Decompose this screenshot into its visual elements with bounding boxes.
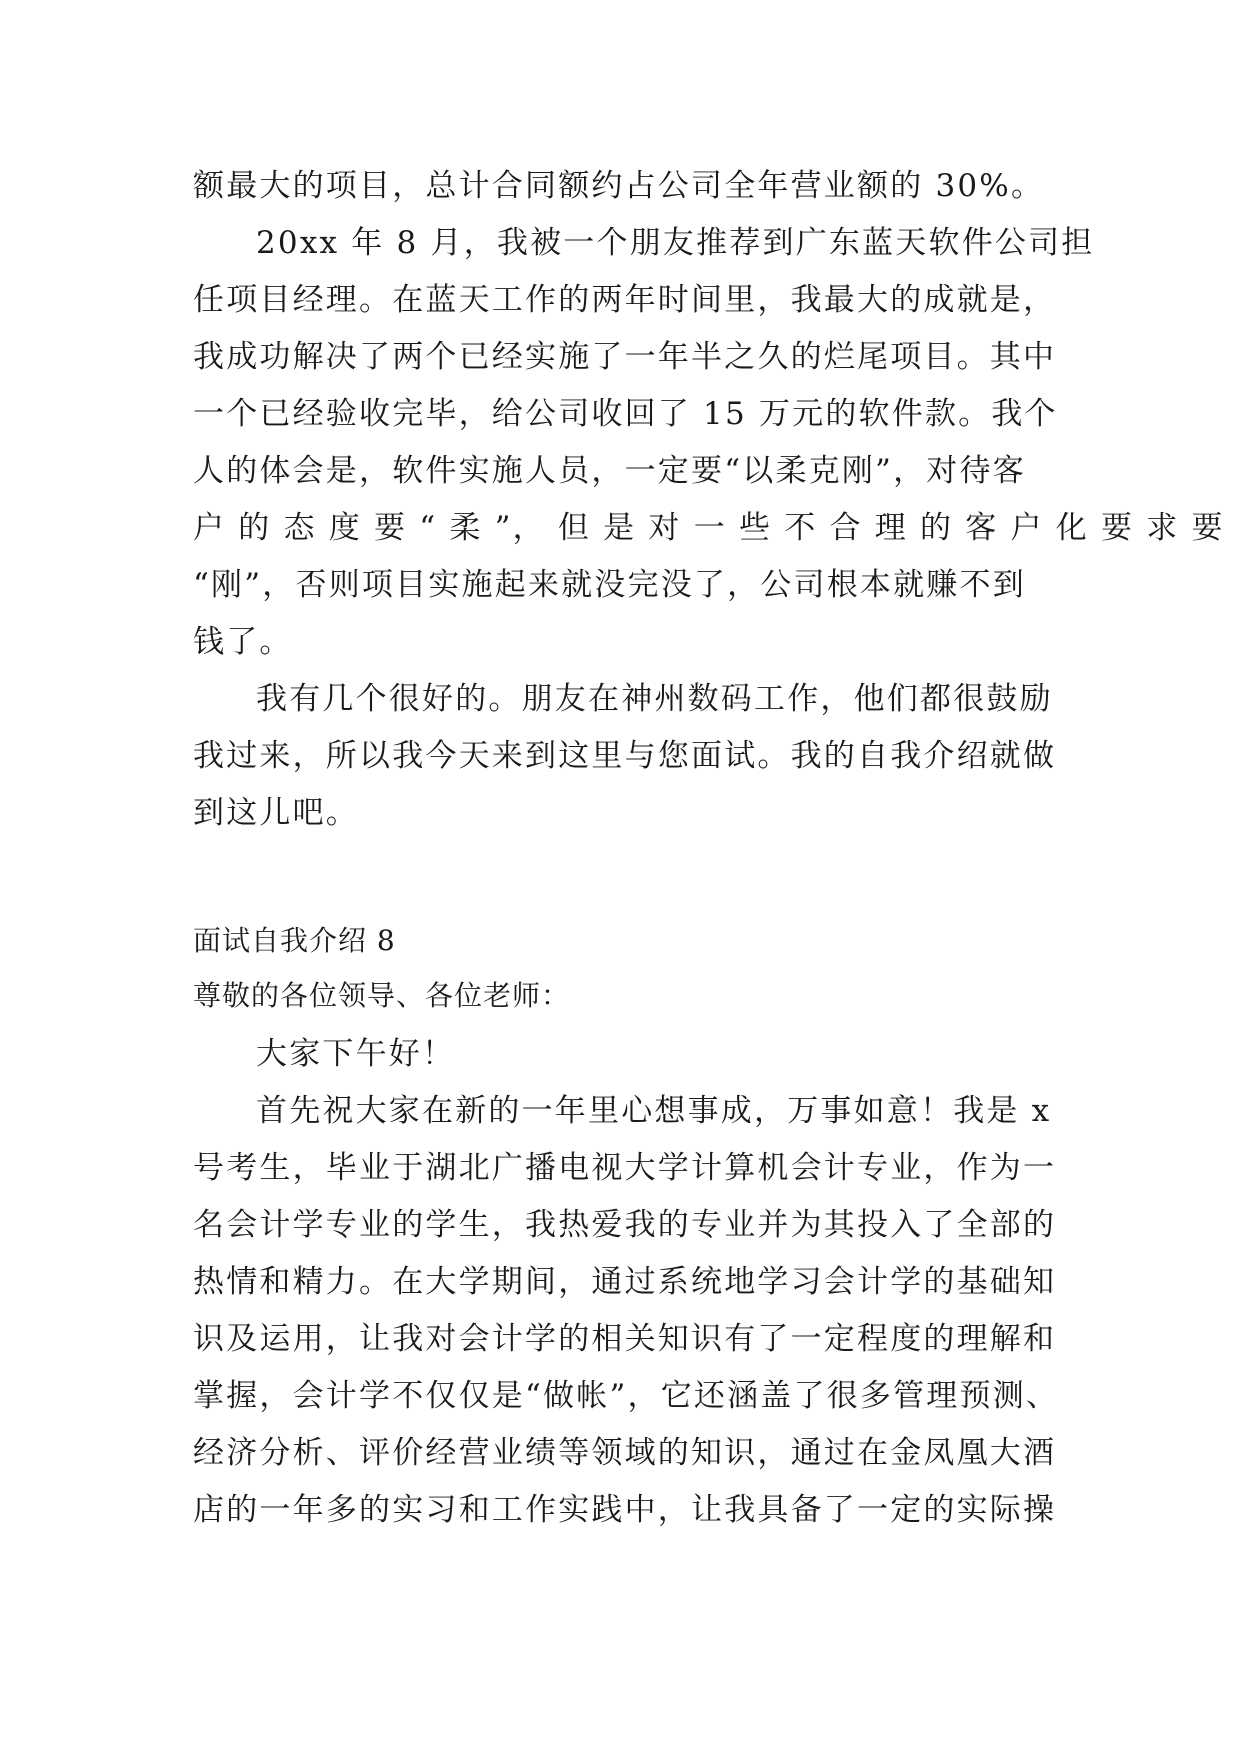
text-line: 户 的 态 度 要 “ 柔 ”， 但 是 对 一 些 不 合 理 的 客 户 化 要 求 要 <box>193 510 1225 546</box>
text-line: 经济分析、评价经营业绩等领域的知识，通过在金凤凰大酒 <box>193 1435 1057 1471</box>
text-line: 人的体会是，软件实施人员，一定要“以柔克刚”，对待客 <box>193 453 1026 489</box>
text-line: 名会计学专业的学生，我热爱我的专业并为其投入了全部的 <box>193 1207 1057 1243</box>
text-line: 任项目经理。在蓝天工作的两年时间里，我最大的成就是， <box>193 282 1057 318</box>
text-line: 额最大的项目，总计合同额约占公司全年营业额的 30%。 <box>193 168 1045 204</box>
text-line: 识及运用，让我对会计学的相关知识有了一定程度的理解和 <box>193 1321 1057 1357</box>
text-line: 20xx 年 8 月，我被一个朋友推荐到广东蓝天软件公司担 <box>256 225 1095 261</box>
text-line: 号考生，毕业于湖北广播电视大学计算机会计专业，作为一 <box>193 1150 1057 1186</box>
greeting: 大家下午好！ <box>256 1036 456 1072</box>
text-line: 钱了。 <box>193 624 293 660</box>
text-line: 一个已经验收完毕，给公司收回了 15 万元的软件款。我个 <box>193 396 1058 432</box>
text-line: 我有几个很好的。朋友在神州数码工作，他们都很鼓励 <box>256 681 1053 717</box>
text-line: “刚”，否则项目实施起来就没完没了，公司根本就赚不到 <box>193 567 1026 603</box>
text-line: 我成功解决了两个已经实施了一年半之久的烂尾项目。其中 <box>193 339 1057 375</box>
text-line: 店的一年多的实习和工作实践中，让我具备了一定的实际操 <box>193 1492 1057 1528</box>
text-line: 首先祝大家在新的一年里心想事成，万事如意！我是 x <box>256 1093 1052 1129</box>
text-line: 热情和精力。在大学期间，通过系统地学习会计学的基础知 <box>193 1264 1057 1300</box>
text-line: 我过来，所以我今天来到这里与您面试。我的自我介绍就做 <box>193 738 1057 774</box>
salutation: 尊敬的各位领导、各位老师： <box>193 979 571 1012</box>
section-2-title: 面试自我介绍 8 <box>193 924 396 957</box>
text-line: 到这儿吧。 <box>193 795 359 831</box>
text-line: 掌握，会计学不仅仅是“做帐”，它还涵盖了很多管理预测、 <box>193 1378 1060 1414</box>
